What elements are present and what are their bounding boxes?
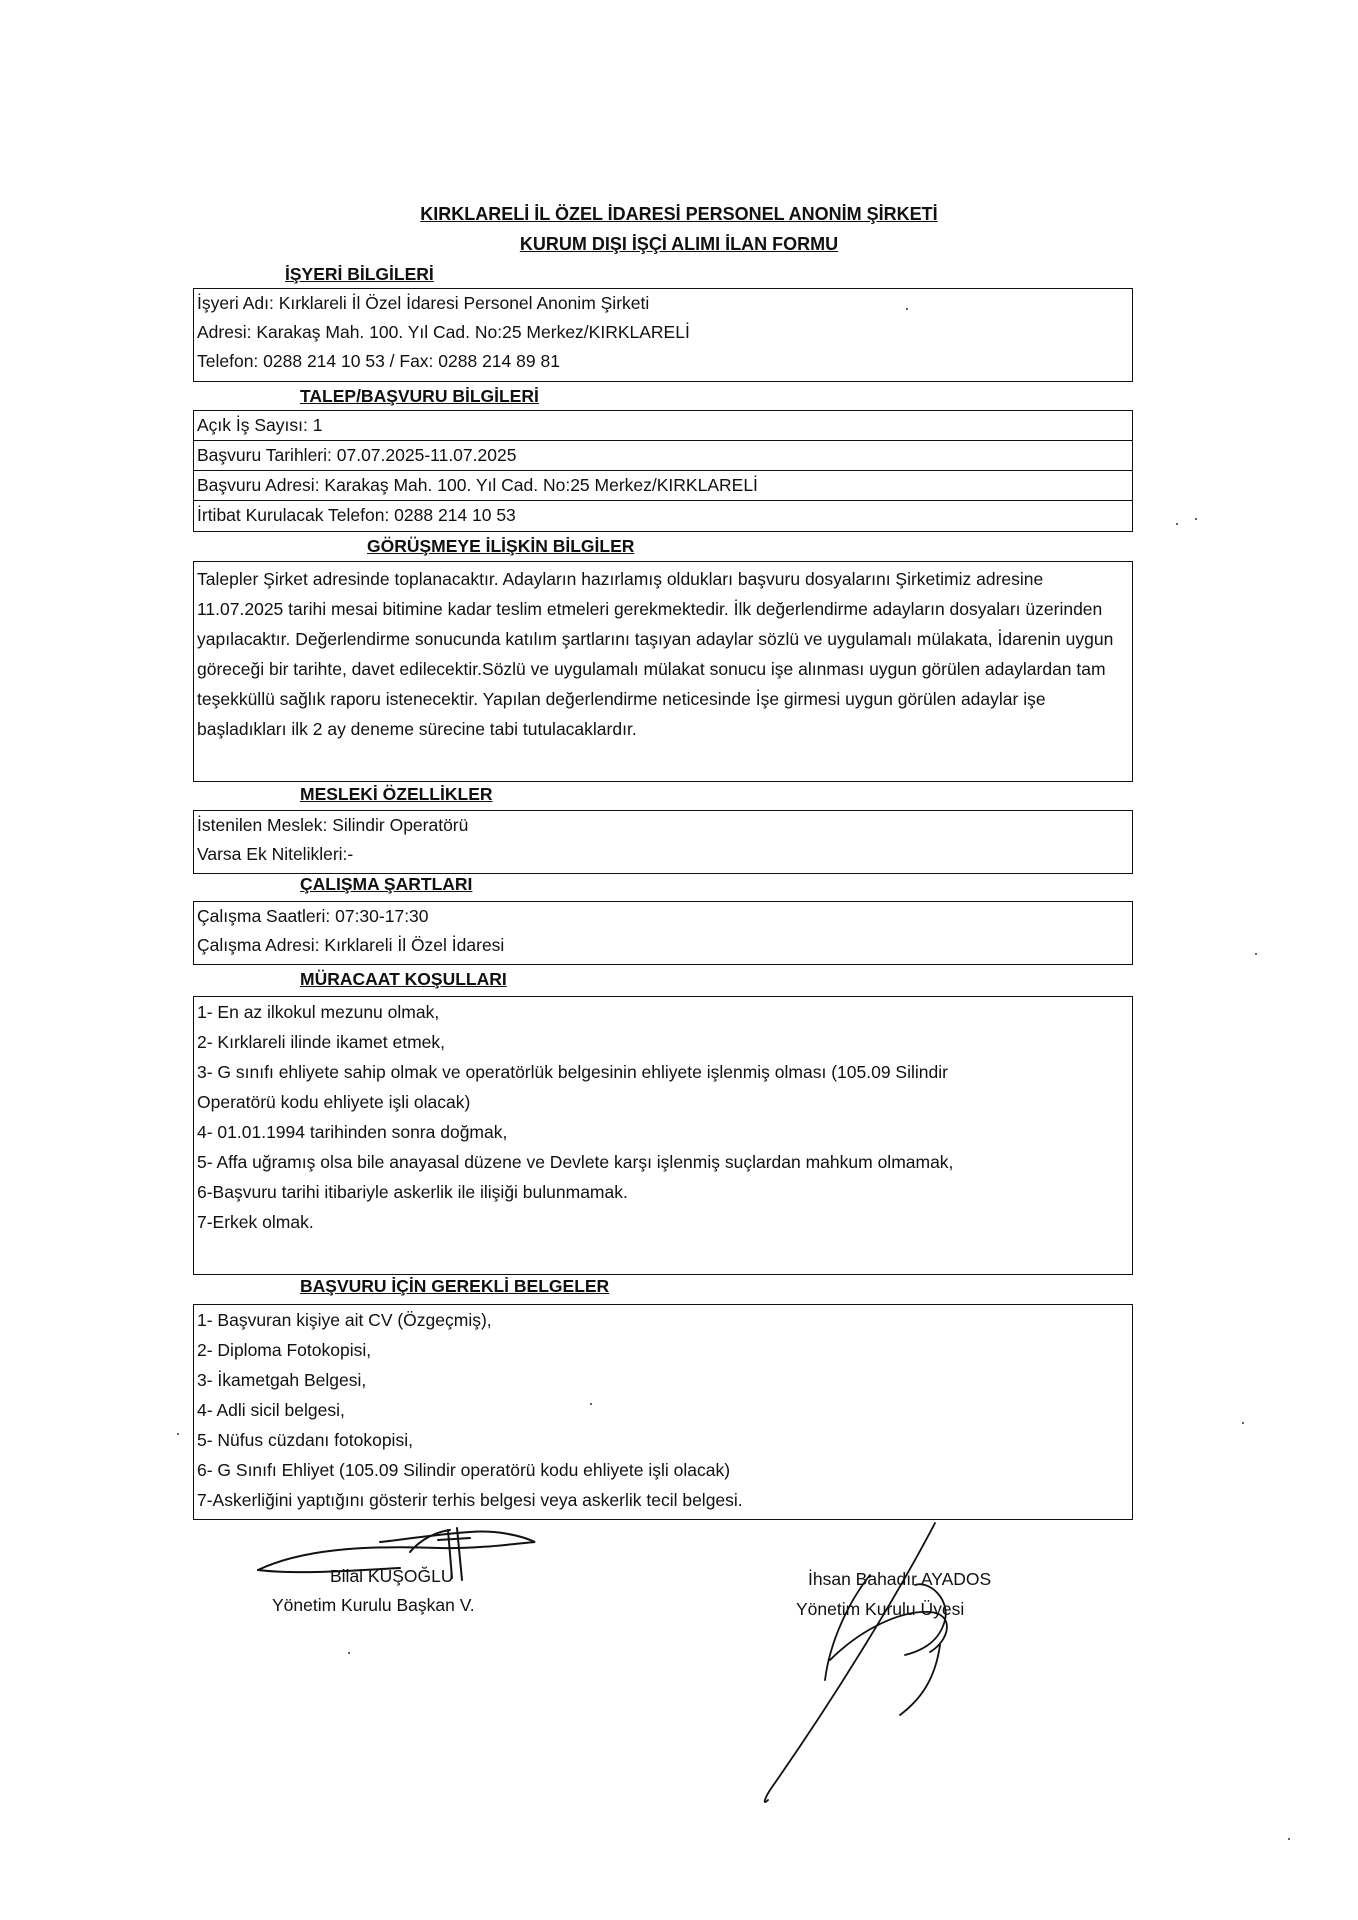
list-item: 4- Adli sicil belgesi, [197, 1400, 345, 1420]
document-title: KIRKLARELİ İL ÖZEL İDARESİ PERSONEL ANONİM ŞİRKETİ [420, 204, 938, 224]
scan-speck [906, 308, 908, 310]
requirements-heading: MÜRACAAT KOŞULLARI [300, 969, 507, 989]
scan-speck [1195, 518, 1197, 520]
interview-text: Talepler Şirket adresinde toplanacaktır. Adayların hazırlamış oldukları başvuru dosyalarını Şirketimiz adresine 11.07.2025 tarihi mesai bitimine kadar teslim etmeleri gerekmektedir. İlk değerlendirme adayların dosyaları üzerinden yapılacaktır. Değerlendirme sonucunda katılım şartlarını taşıyan adaylar sözlü ve uygulamalı mülakata, İdarenin uygun göreceği bir tarihte, davet edilecektir.Sözlü ve uygulamalı mülakat sonucu işe alınması uygun görülen adaylardan tam teşekküllü sağlık raporu istenecektir. Yapılan değerlendirme neticesinde İşe girmesi uygun görülen adaylar işe başladıkları ilk 2 ay deneme sürecine tabi tutulacaklardır. [197, 569, 1114, 739]
scan-speck [177, 1433, 179, 1435]
contact-phone: İrtibat Kurulacak Telefon: 0288 214 10 53 [197, 505, 516, 525]
scan-speck [1242, 1422, 1244, 1424]
list-item: 4- 01.01.1994 tarihinden sonra doğmak, [197, 1122, 508, 1142]
workplace-address: Adresi: Karakaş Mah. 100. Yıl Cad. No:25 Merkez/KIRKLARELİ [197, 322, 690, 342]
documents-heading: BAŞVURU İÇİN GEREKLİ BELGELER [300, 1276, 610, 1296]
left-signatory-title: Yönetim Kurulu Başkan V. [272, 1595, 475, 1615]
list-item: 7-Askerliğini yaptığını gösterir terhis belgesi veya askerlik tecil belgesi. [197, 1490, 743, 1510]
right-signatory-title: Yönetim Kurulu Üyesi [796, 1599, 965, 1619]
right-signature [765, 1523, 947, 1802]
list-item: 7-Erkek olmak. [197, 1212, 314, 1232]
list-item: 6-Başvuru tarihi itibariyle askerlik ile ilişiği bulunmamak. [197, 1182, 628, 1202]
scan-speck [1255, 953, 1257, 955]
application-heading: TALEP/BAŞVURU BİLGİLERİ [300, 386, 539, 406]
scan-speck [348, 1652, 350, 1654]
scan-speck [1288, 1838, 1290, 1840]
workplace-phone: Telefon: 0288 214 10 53 / Fax: 0288 214 89 81 [197, 351, 560, 371]
profession-heading: MESLEKİ ÖZELLİKLER [300, 784, 493, 804]
list-item: 2- Diploma Fotokopisi, [197, 1340, 372, 1360]
interview-heading: GÖRÜŞMEYE İLİŞKİN BİLGİLER [367, 536, 635, 556]
scan-speck [1176, 523, 1178, 525]
working-hours: Çalışma Saatleri: 07:30-17:30 [197, 906, 429, 926]
additional-qualifications: Varsa Ek Nitelikleri:- [197, 844, 354, 864]
working-address: Çalışma Adresi: Kırklareli İl Özel İdaresi [197, 935, 505, 955]
workplace-name: İşyeri Adı: Kırklareli İl Özel İdaresi Personel Anonim Şirketi [197, 293, 650, 313]
left-signature [258, 1528, 535, 1580]
document-subtitle: KURUM DIŞI İŞÇİ ALIMI İLAN FORMU [519, 234, 839, 254]
requested-profession: İstenilen Meslek: Silindir Operatörü [197, 815, 469, 835]
right-signatory-name: İhsan Bahadır AYADOS [808, 1569, 992, 1589]
list-item: 2- Kırklareli ilinde ikamet etmek, [197, 1032, 445, 1052]
workplace-heading: İŞYERİ BİLGİLERİ [285, 264, 434, 284]
application-address: Başvuru Adresi: Karakaş Mah. 100. Yıl Cad. No:25 Merkez/KIRKLARELİ [194, 471, 1132, 501]
scan-speck [590, 1403, 592, 1405]
list-item: Operatörü kodu ehliyete işli olacak) [197, 1092, 471, 1112]
list-item: 3- İkametgah Belgesi, [197, 1370, 367, 1390]
open-positions: Açık İş Sayısı: 1 [194, 411, 1132, 441]
list-item: 5- Nüfus cüzdanı fotokopisi, [197, 1430, 413, 1450]
list-item: 1- En az ilkokul mezunu olmak, [197, 1002, 440, 1022]
left-signatory-name: Bilal KUŞOĞLU [330, 1566, 454, 1586]
list-item: 6- G Sınıfı Ehliyet (105.09 Silindir operatörü kodu ehliyete işli olacak) [197, 1460, 731, 1480]
application-dates: Başvuru Tarihleri: 07.07.2025-11.07.2025 [194, 441, 1132, 471]
list-item: 1- Başvuran kişiye ait CV (Özgeçmiş), [197, 1310, 492, 1330]
list-item: 3- G sınıfı ehliyete sahip olmak ve operatörlük belgesinin ehliyete işlenmiş olması (105.09 Silindir [197, 1062, 948, 1082]
list-item: 5- Affa uğramış olsa bile anayasal düzene ve Devlete karşı işlenmiş suçlardan mahkum olmamak, [197, 1152, 954, 1172]
conditions-heading: ÇALIŞMA ŞARTLARI [300, 874, 473, 894]
